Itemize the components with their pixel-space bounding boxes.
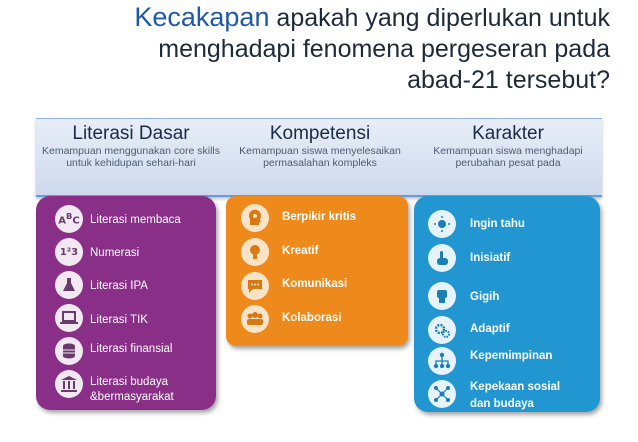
- list-item: Literasi finansial: [90, 343, 173, 355]
- list-item: Literasi membaca: [90, 214, 181, 226]
- list-item: Literasi IPA: [90, 280, 148, 292]
- coins-icon: [55, 337, 83, 365]
- numbers-icon: 1²3: [55, 238, 83, 266]
- column-literasi-header: [38, 124, 224, 169]
- page-title: [134, 2, 610, 96]
- flask-icon: [55, 271, 83, 299]
- fist-icon: [428, 282, 456, 310]
- list-item-continued: &bermasyarakat: [90, 391, 174, 403]
- column-description: Kemampuan menggunakan core skills untuk kehidupan sehari-hari: [41, 145, 220, 169]
- lightbulb-icon: [241, 238, 269, 266]
- list-item: Gigih: [470, 291, 500, 303]
- list-item: Adaptif: [470, 323, 510, 335]
- column-kompetensi-header: [224, 124, 416, 169]
- abc-letters-icon: $A^BC$: [55, 205, 83, 233]
- idea-icon: [428, 210, 456, 238]
- column-karakter-header: [418, 124, 598, 169]
- column-heading: Karakter: [472, 123, 544, 144]
- title-line3: abad-21 tersebut?: [407, 66, 610, 94]
- list-item: Inisiatif: [470, 252, 511, 264]
- column-heading: Kompetensi: [269, 123, 371, 144]
- laptop-icon: [55, 304, 83, 332]
- list-item: Literasi budaya: [90, 376, 168, 388]
- team-icon: [241, 305, 269, 333]
- list-item: Kepemimpinan: [470, 350, 553, 362]
- list-item: Komunikasi: [282, 278, 348, 290]
- title-highlight: Kecakapan: [134, 2, 270, 32]
- list-item: Ingin tahu: [470, 218, 525, 230]
- column-description: Kemampuan siswa menghadapi perubahan pesat pada: [433, 145, 583, 169]
- list-item: Numerasi: [90, 247, 140, 259]
- hierarchy-icon: [428, 347, 456, 375]
- title-line1: apakah yang diperlukan untuk: [269, 4, 610, 32]
- pillars-icon: [55, 370, 83, 398]
- head-gears-icon: [241, 204, 269, 232]
- hand-click-icon: [428, 244, 456, 272]
- list-item: Kolaborasi: [282, 312, 342, 324]
- list-item: Literasi TIK: [90, 314, 148, 326]
- gears-icon: [428, 316, 456, 344]
- list-item: Kreatif: [282, 245, 319, 257]
- speech-bubble-icon: [241, 272, 269, 300]
- network-icon: [428, 380, 456, 408]
- list-item-continued: dan budaya: [470, 398, 534, 410]
- list-item: Kepekaan sosial: [470, 381, 561, 393]
- column-description: Kemampuan siswa menyelesaikan permasalahan kompleks: [239, 145, 401, 169]
- title-line2: menghadapi fenomena pergeseran pada: [158, 35, 610, 63]
- list-item: Berpikir kritis: [282, 211, 357, 223]
- column-heading: Literasi Dasar: [72, 123, 190, 144]
